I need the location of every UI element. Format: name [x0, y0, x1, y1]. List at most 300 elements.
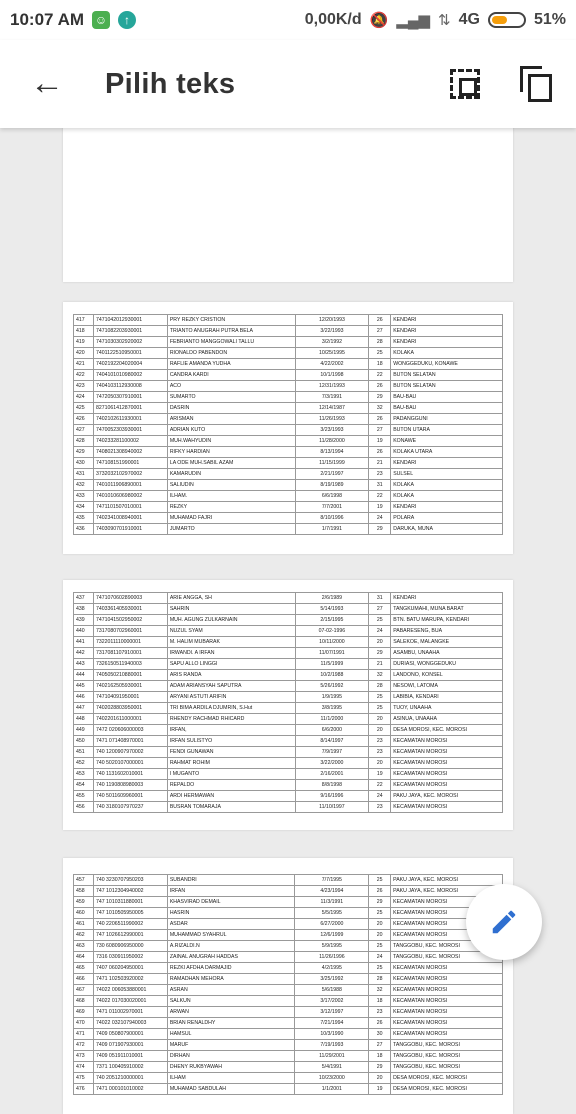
- row-number: 463: [74, 941, 94, 952]
- nik-cell: 7402102611930001: [93, 414, 167, 425]
- birthdate-cell: 11/10/1997: [295, 802, 369, 813]
- name-cell: SAPU ALLO LINGGI: [167, 659, 295, 670]
- nik-cell: 740 5011609960001: [93, 791, 167, 802]
- data-arrows-icon: ⇅: [438, 12, 451, 29]
- birthdate-cell: 4/2/1995: [295, 963, 369, 974]
- name-cell: MUHAMAD FAJRI: [167, 513, 295, 524]
- nik-cell: 747 1010311880001: [93, 897, 167, 908]
- table-row: [74, 491, 503, 502]
- table-row: [74, 897, 503, 908]
- address-cell: KOLAKA UTARA: [391, 447, 503, 458]
- row-number: 467: [74, 985, 94, 996]
- address-cell: TANGGOBU, KEC. MOROSI: [391, 941, 503, 952]
- address-cell: KOLAKA: [391, 348, 503, 359]
- address-cell: KENDARI: [391, 458, 503, 469]
- address-cell: KECAMATAN MOROSI: [391, 930, 503, 941]
- birthdate-cell: 3/8/1995: [295, 703, 369, 714]
- name-cell: IRFAN SULISTYO: [167, 736, 295, 747]
- address-cell: PAKU JAYA, KEC. MOROSI: [391, 791, 503, 802]
- age-cell: 20: [369, 919, 391, 930]
- age-cell: 27: [369, 425, 391, 436]
- name-cell: HASRIN: [167, 908, 295, 919]
- address-cell: ASINUA, UNAAHA: [391, 714, 503, 725]
- birthdate-cell: 3/2/1992: [295, 337, 369, 348]
- name-cell: A.RIZALDI.N: [167, 941, 295, 952]
- nik-cell: 7472050307910001: [93, 392, 167, 403]
- address-cell: ASAMBU, UNAAHA: [391, 648, 503, 659]
- nik-cell: 7471 011002970001: [93, 1007, 167, 1018]
- birthdate-cell: 11/5/1999: [295, 659, 369, 670]
- age-cell: 19: [369, 769, 391, 780]
- birthdate-cell: 10/11/2000: [295, 637, 369, 648]
- age-cell: 24: [369, 791, 391, 802]
- nik-cell: 747104091950001: [93, 692, 167, 703]
- nik-cell: 740 3180107970237: [93, 802, 167, 813]
- age-cell: 24: [369, 952, 391, 963]
- birthdate-cell: 11/1/2000: [295, 714, 369, 725]
- table-row: [74, 1040, 503, 1051]
- address-cell: PABARESENG, BUA: [391, 626, 503, 637]
- table-row: [74, 425, 503, 436]
- table-row: [74, 414, 503, 425]
- address-cell: KENDARI: [391, 315, 503, 326]
- nik-cell: 747 1010505950005: [93, 908, 167, 919]
- row-number: 420: [74, 348, 94, 359]
- table-row: [74, 524, 503, 535]
- age-cell: 29: [369, 648, 391, 659]
- nik-cell: 7401122510950001: [93, 348, 167, 359]
- table-row: [74, 315, 503, 326]
- table-row: [74, 659, 503, 670]
- nik-cell: 74022 006053880001: [93, 985, 167, 996]
- name-cell: M. HALIM MUBARAK: [167, 637, 295, 648]
- age-cell: 26: [369, 315, 391, 326]
- age-cell: 25: [369, 963, 391, 974]
- table-row: [74, 963, 503, 974]
- row-number: 423: [74, 381, 94, 392]
- table-row: [74, 337, 503, 348]
- nik-cell: 7471030302920002: [93, 337, 167, 348]
- birthdate-cell: 5/14/1993: [295, 604, 369, 615]
- age-cell: 21: [369, 458, 391, 469]
- table-row: [74, 637, 503, 648]
- birthdate-cell: 11/26/1996: [295, 952, 369, 963]
- status-bar-right: [305, 11, 566, 29]
- birthdate-cell: 10/2/1988: [295, 670, 369, 681]
- nik-cell: 7471042012930001: [93, 315, 167, 326]
- name-cell: MUHAMAD SABDULAH: [167, 1084, 295, 1095]
- birthdate-cell: 2/21/1997: [295, 469, 369, 480]
- document-page[interactable]: [63, 858, 513, 1114]
- nik-cell: 7409 071907930001: [93, 1040, 167, 1051]
- age-cell: 20: [369, 758, 391, 769]
- nik-cell: 7407 060204950001: [93, 963, 167, 974]
- nik-cell: 740233281100002: [93, 436, 167, 447]
- age-cell: 25: [369, 875, 391, 886]
- age-cell: 25: [369, 703, 391, 714]
- address-cell: TUOY, UNAAHA: [391, 703, 503, 714]
- data-table: [73, 314, 503, 535]
- name-cell: NUZUL SYAM: [167, 626, 295, 637]
- age-cell: 28: [369, 681, 391, 692]
- battery-percent: 51%: [533, 11, 566, 28]
- address-cell: KECAMATAN MOROSI: [391, 747, 503, 758]
- age-cell: 18: [369, 996, 391, 1007]
- nik-cell: 730 6080906950000: [93, 941, 167, 952]
- row-number: 434: [74, 502, 94, 513]
- nik-cell: 7317080702960001: [93, 626, 167, 637]
- address-cell: PADANGGUNI: [391, 414, 503, 425]
- wechat-like-app-icon: ☺: [92, 11, 110, 29]
- nik-cell: 740 2051210000001: [93, 1073, 167, 1084]
- name-cell: IRFAN: [167, 886, 295, 897]
- name-cell: JUMARTO: [167, 524, 295, 535]
- address-cell: DESA MOROSI, KEC. MOROSI: [391, 1084, 503, 1095]
- table-row: [74, 780, 503, 791]
- address-cell: KECAMATAN MOROSI: [391, 908, 503, 919]
- nik-cell: 740 1200907970002: [93, 747, 167, 758]
- name-cell: ARDI HERMAWAN: [167, 791, 295, 802]
- birthdate-cell: 8/10/1996: [295, 513, 369, 524]
- name-cell: ILHAM: [167, 1073, 295, 1084]
- row-number: 427: [74, 425, 94, 436]
- birthdate-cell: 5/6/1988: [295, 985, 369, 996]
- name-cell: REZKI AFDHA DARMAJID: [167, 963, 295, 974]
- age-cell: 22: [369, 370, 391, 381]
- address-cell: TANGGOBU, KEC. MOROSI: [391, 1040, 503, 1051]
- table-row: [74, 326, 503, 337]
- age-cell: 30: [369, 1029, 391, 1040]
- age-cell: 22: [369, 780, 391, 791]
- name-cell: ILHAM.: [167, 491, 295, 502]
- nik-cell: 740 5020107000001: [93, 758, 167, 769]
- birthdate-cell: 3/22/2000: [295, 758, 369, 769]
- nik-cell: 7402162505930001: [93, 681, 167, 692]
- upload-app-icon: ↑: [118, 11, 136, 29]
- nik-cell: 7402192204020004: [93, 359, 167, 370]
- table-row: [74, 919, 503, 930]
- nik-cell: 7471 102503920002: [93, 974, 167, 985]
- age-cell: 29: [369, 897, 391, 908]
- age-cell: 18: [369, 1051, 391, 1062]
- age-cell: 18: [369, 359, 391, 370]
- table-row: [74, 736, 503, 747]
- row-number: 421: [74, 359, 94, 370]
- table-row: [74, 370, 503, 381]
- address-cell: KECAMATAN MOROSI: [391, 736, 503, 747]
- address-cell: BUTON SELATAN: [391, 381, 503, 392]
- age-cell: 25: [369, 615, 391, 626]
- row-number: 474: [74, 1062, 94, 1073]
- birthdate-cell: 7/21/1994: [295, 1018, 369, 1029]
- address-cell: KECAMATAN MOROSI: [391, 974, 503, 985]
- birthdate-cell: 3/22/1993: [295, 326, 369, 337]
- edit-fab-button[interactable]: [466, 884, 542, 960]
- age-cell: 32: [369, 985, 391, 996]
- birthdate-cell: 12/6/1999: [295, 930, 369, 941]
- document-page[interactable]: [63, 580, 513, 830]
- name-cell: SALIUDIN: [167, 480, 295, 491]
- age-cell: 20: [369, 1073, 391, 1084]
- row-number: 430: [74, 458, 94, 469]
- address-cell: BTN. BATU MARUPA, KENDARI: [391, 615, 503, 626]
- row-number: 460: [74, 908, 94, 919]
- name-cell: KAMARUDIN: [167, 469, 295, 480]
- age-cell: 29: [369, 524, 391, 535]
- address-cell: BAU-BAU: [391, 392, 503, 403]
- name-cell: RIONALDO PABENDON: [167, 348, 295, 359]
- birthdate-cell: 5/5/1995: [295, 908, 369, 919]
- name-cell: REPALDO: [167, 780, 295, 791]
- age-cell: 26: [369, 447, 391, 458]
- table-row: [74, 791, 503, 802]
- nik-cell: 7401011906890001: [93, 480, 167, 491]
- birthdate-cell: 2/16/2001: [295, 769, 369, 780]
- birthdate-cell: 3/12/1997: [295, 1007, 369, 1018]
- signal-icon: ▂▄▆: [396, 12, 431, 29]
- name-cell: SUBANDRI: [167, 875, 295, 886]
- address-cell: LANDONO, KONSEL: [391, 670, 503, 681]
- nik-cell: 740 1131602010001: [93, 769, 167, 780]
- age-cell: 29: [369, 392, 391, 403]
- address-cell: TANGGOBU, KEC. MOROSI: [391, 1062, 503, 1073]
- table-row: [74, 692, 503, 703]
- row-number: 454: [74, 780, 94, 791]
- row-number: 458: [74, 886, 94, 897]
- address-cell: BUTON SELATAN: [391, 370, 503, 381]
- address-cell: TANGGOBU, KEC. MOROSI: [391, 952, 503, 963]
- table-row: [74, 480, 503, 491]
- birthdate-cell: 8/8/1998: [295, 780, 369, 791]
- name-cell: ACO: [167, 381, 295, 392]
- name-cell: IRWANDI. A IRFAN: [167, 648, 295, 659]
- address-cell: BUTON UTARA: [391, 425, 503, 436]
- app-bar: [0, 40, 576, 128]
- nik-cell: 747 1026612990001: [93, 930, 167, 941]
- mute-icon: 🔕: [369, 12, 389, 29]
- address-cell: KECAMATAN MOROSI: [391, 963, 503, 974]
- age-cell: 26: [369, 886, 391, 897]
- table-row: [74, 725, 503, 736]
- name-cell: ARISMAN: [167, 414, 295, 425]
- birthdate-cell: 1/9/1995: [295, 692, 369, 703]
- address-cell: DESA MOROSI, KEC. MOROSI: [391, 725, 503, 736]
- row-number: 476: [74, 1084, 94, 1095]
- row-number: 439: [74, 615, 94, 626]
- age-cell: 28: [369, 974, 391, 985]
- battery-fill: [492, 16, 507, 24]
- table-row: [74, 403, 503, 414]
- birthdate-cell: 9/16/1996: [295, 791, 369, 802]
- birthdate-cell: 11/28/2000: [295, 436, 369, 447]
- age-cell: 25: [369, 941, 391, 952]
- name-cell: MUHAMMAD SYAHRUL: [167, 930, 295, 941]
- nik-cell: 7471 000101010002: [93, 1084, 167, 1095]
- table-row: [74, 447, 503, 458]
- address-cell: BAU-BAU: [391, 403, 503, 414]
- row-number: 466: [74, 974, 94, 985]
- birthdate-cell: 5/26/1992: [295, 681, 369, 692]
- age-cell: 19: [369, 1084, 391, 1095]
- address-cell: NESOWI, LATOMA: [391, 681, 503, 692]
- address-cell: KOLAKA: [391, 491, 503, 502]
- copy-icon[interactable]: [520, 66, 554, 102]
- birthdate-cell: 7/3/1991: [295, 392, 369, 403]
- row-number: 449: [74, 725, 94, 736]
- address-cell: KENDARI: [391, 502, 503, 513]
- nik-cell: 747 1012304940002: [93, 886, 167, 897]
- birthdate-cell: 7/7/1995: [295, 875, 369, 886]
- table-row: [74, 348, 503, 359]
- address-cell: KECAMATAN MOROSI: [391, 758, 503, 769]
- row-number: 424: [74, 392, 94, 403]
- age-cell: 23: [369, 469, 391, 480]
- nik-cell: 7402028803950001: [93, 703, 167, 714]
- age-cell: 25: [369, 908, 391, 919]
- birthdate-cell: 12/14/1987: [295, 403, 369, 414]
- age-cell: 31: [369, 593, 391, 604]
- address-cell: SALEKOE, MALANGKE: [391, 637, 503, 648]
- address-cell: PAKU JAYA, KEC. MOROSI: [391, 875, 503, 886]
- age-cell: 21: [369, 659, 391, 670]
- birthdate-cell: 11/07/1991: [295, 648, 369, 659]
- table-row: [74, 758, 503, 769]
- birthdate-cell: 11/29/2001: [295, 1051, 369, 1062]
- row-number: 456: [74, 802, 94, 813]
- nik-cell: 74022 032107940003: [93, 1018, 167, 1029]
- age-cell: 26: [369, 1018, 391, 1029]
- row-number: 441: [74, 637, 94, 648]
- table-row: [74, 941, 503, 952]
- nik-cell: 740 2206511990002: [93, 919, 167, 930]
- table-row: [74, 1018, 503, 1029]
- table-row: [74, 615, 503, 626]
- row-number: 433: [74, 491, 94, 502]
- age-cell: 20: [369, 637, 391, 648]
- nik-cell: 7326150511940003: [93, 659, 167, 670]
- nik-cell: 7402341008940001: [93, 513, 167, 524]
- birthdate-cell: 6/27/2000: [295, 919, 369, 930]
- row-number: 422: [74, 370, 94, 381]
- birthdate-cell: 3/23/1993: [295, 425, 369, 436]
- row-number: 453: [74, 769, 94, 780]
- row-number: 471: [74, 1029, 94, 1040]
- name-cell: CANDRA KARDI: [167, 370, 295, 381]
- row-number: 452: [74, 758, 94, 769]
- birthdate-cell: 12/20/1993: [295, 315, 369, 326]
- address-cell: KOLAKA: [391, 480, 503, 491]
- age-cell: 25: [369, 692, 391, 703]
- name-cell: BRIAN RENALDHY: [167, 1018, 295, 1029]
- row-number: 473: [74, 1051, 94, 1062]
- nik-cell: 740 1190808980003: [93, 780, 167, 791]
- name-cell: DIRHAN: [167, 1051, 295, 1062]
- row-number: 451: [74, 747, 94, 758]
- nik-cell: 7409 051911010001: [93, 1051, 167, 1062]
- age-cell: 22: [369, 491, 391, 502]
- name-cell: MUH. AGUNG ZULKARNAIN: [167, 615, 295, 626]
- clock: 10:07 AM: [10, 10, 85, 29]
- page-title: Pilih teks: [105, 67, 236, 100]
- table-row: [74, 875, 503, 886]
- row-number: 442: [74, 648, 94, 659]
- address-cell: KECAMATAN MOROSI: [391, 1018, 503, 1029]
- address-cell: KECAMATAN MOROSI: [391, 897, 503, 908]
- row-number: 465: [74, 963, 94, 974]
- birthdate-cell: 6/6/1998: [295, 491, 369, 502]
- table-row: [74, 974, 503, 985]
- name-cell: FENDI GUNAWAN: [167, 747, 295, 758]
- age-cell: 27: [369, 1040, 391, 1051]
- name-cell: I MUGANTO: [167, 769, 295, 780]
- name-cell: RAHMAT ROHIM: [167, 758, 295, 769]
- row-number: 428: [74, 436, 94, 447]
- birthdate-cell: 2/6/1989: [295, 593, 369, 604]
- table-row: [74, 714, 503, 725]
- address-cell: KENDARI: [391, 593, 503, 604]
- table-row: [74, 1007, 503, 1018]
- birthdate-cell: 5/4/1991: [295, 1062, 369, 1073]
- document-page[interactable]: [63, 110, 513, 282]
- birthdate-cell: 7/9/1997: [295, 747, 369, 758]
- table-row: [74, 469, 503, 480]
- name-cell: HAMSUL: [167, 1029, 295, 1040]
- nik-cell: 7404103112930008: [93, 381, 167, 392]
- name-cell: LA ODE MUH.SABIL AZAM: [167, 458, 295, 469]
- table-row: [74, 513, 503, 524]
- arrow-left-icon[interactable]: ←: [30, 64, 64, 102]
- row-number: 447: [74, 703, 94, 714]
- table-row: [74, 436, 503, 447]
- age-cell: 19: [369, 436, 391, 447]
- birthdate-cell: 07-02-1996: [295, 626, 369, 637]
- age-cell: 23: [369, 802, 391, 813]
- table-row: [74, 747, 503, 758]
- name-cell: ZAINAL ANUGRAH HADDAS: [167, 952, 295, 963]
- data-table: [73, 592, 503, 813]
- name-cell: TRI BIMA ARDILA DJUMRIN, S.Hut: [167, 703, 295, 714]
- birthdate-cell: 10/3/1990: [295, 1029, 369, 1040]
- birthdate-cell: 10/1/1998: [295, 370, 369, 381]
- age-cell: 25: [369, 348, 391, 359]
- age-cell: 24: [369, 626, 391, 637]
- birthdate-cell: 8/13/1994: [295, 447, 369, 458]
- select-all-icon[interactable]: [450, 69, 480, 99]
- birthdate-cell: 8/14/1997: [295, 736, 369, 747]
- row-number: 469: [74, 1007, 94, 1018]
- row-number: 455: [74, 791, 94, 802]
- table-row: [74, 604, 503, 615]
- nik-cell: 7322011110000001: [93, 637, 167, 648]
- nik-cell: 7316 030911950002: [93, 952, 167, 963]
- table-row: [74, 769, 503, 780]
- row-number: 419: [74, 337, 94, 348]
- row-number: 443: [74, 659, 94, 670]
- nik-cell: 3732032102970002: [93, 469, 167, 480]
- address-cell: KECAMATAN MOROSI: [391, 996, 503, 1007]
- row-number: 446: [74, 692, 94, 703]
- document-page[interactable]: [63, 302, 513, 554]
- row-number: 475: [74, 1073, 94, 1084]
- row-number: 429: [74, 447, 94, 458]
- data-table: [73, 874, 503, 1095]
- row-number: 426: [74, 414, 94, 425]
- row-number: 431: [74, 469, 94, 480]
- row-number: 436: [74, 524, 94, 535]
- age-cell: 31: [369, 480, 391, 491]
- age-cell: 27: [369, 604, 391, 615]
- row-number: 437: [74, 593, 94, 604]
